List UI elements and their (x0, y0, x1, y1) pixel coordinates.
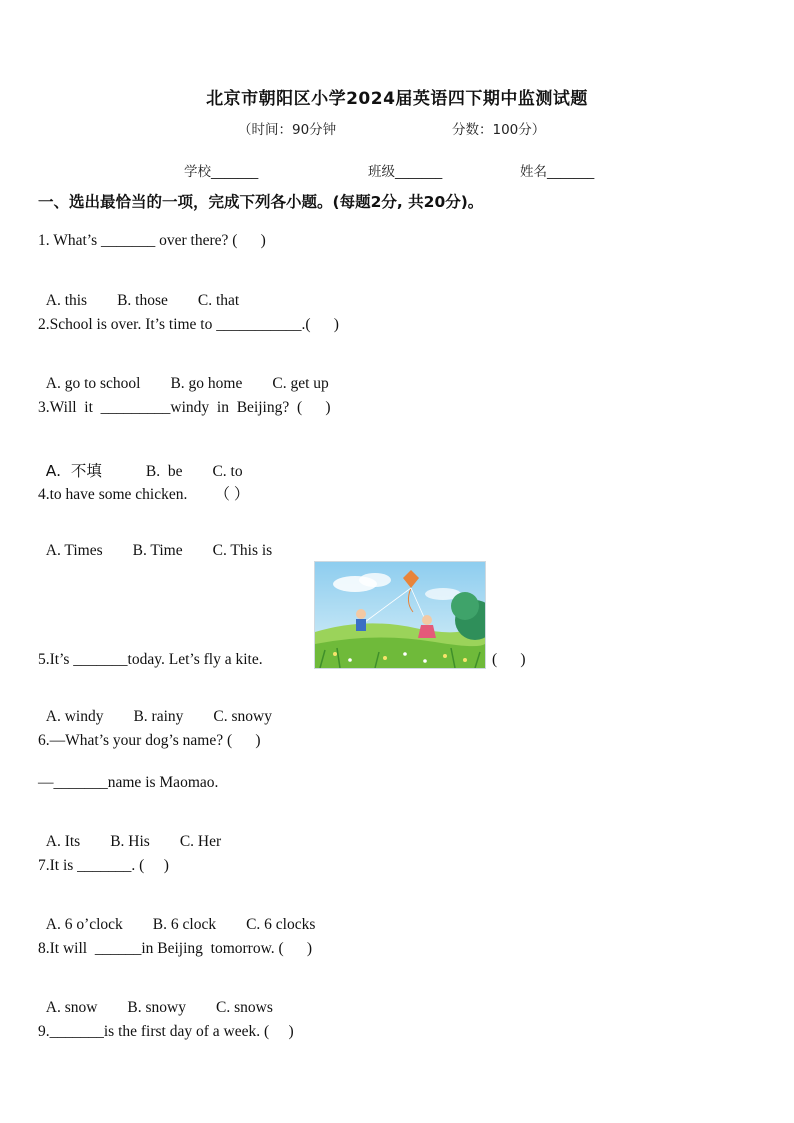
option-c: C. This is (212, 542, 273, 559)
option-a: A. go to school (45, 375, 141, 392)
question-options (38, 690, 302, 726)
option-b: B. Time (132, 542, 183, 559)
question-options (38, 274, 269, 310)
option-a: A. 6 o’clock (45, 916, 123, 933)
question-stem: 3.Will it _________windy in Beijing? ( ) (38, 399, 331, 416)
question-options (38, 357, 359, 393)
question-stem: 6.—What’s your dog’s name? ( ) (38, 732, 261, 749)
option-a: A. Its (45, 833, 81, 850)
option-a: A. windy (45, 708, 104, 725)
option-b: B. 6 clock (152, 916, 217, 933)
option-a: A. snow (45, 999, 98, 1016)
page-title: 北京市朝阳区小学2024届英语四下期中监测试题 (206, 89, 588, 109)
question-stem: 8.It will ______in Beijing tomorrow. ( ) (38, 940, 313, 957)
option-b: B. rainy (133, 708, 184, 725)
option-b: B. go home (170, 375, 243, 392)
option-c: C. get up (272, 375, 329, 392)
question-stem: 2.School is over. It’s time to ___________.( ) (38, 316, 339, 333)
answer-bracket: ( ) (492, 651, 526, 668)
option-a: A. 不填 (45, 462, 102, 480)
option-c: C. snowy (213, 708, 272, 725)
question-options (38, 441, 273, 481)
question-options (38, 898, 345, 934)
option-c: C. Her (179, 833, 222, 850)
question-stem: 1. What’s _______ over there? ( ) (38, 232, 266, 249)
school-field: 学校_______ (184, 164, 259, 180)
kite-flying-picture (314, 561, 486, 669)
question-stem: 4.to have some chicken. （ ） (38, 486, 250, 503)
question-options (38, 981, 303, 1017)
option-a: A. Times (45, 542, 103, 559)
time-limit: （时间：90分钟 (238, 122, 337, 138)
question-stem: 9._______is the first day of a week. ( ) (38, 1023, 294, 1040)
option-c: C. 6 clocks (246, 916, 316, 933)
question-options (38, 524, 302, 560)
option-a: A. this (45, 292, 88, 309)
option-b: B. be (145, 463, 183, 480)
question-stem: 7.It is _______. ( ) (38, 857, 169, 874)
class-field: 班级_______ (368, 164, 443, 180)
option-b: B. His (110, 833, 150, 850)
total-score: 分数：100分） (452, 122, 546, 138)
option-c: C. that (197, 292, 240, 309)
option-c: C. snows (216, 999, 273, 1016)
question-options (38, 815, 251, 851)
question-stem: 5.It’s _______today. Let’s fly a kite. (38, 651, 263, 668)
question-stem-reply: —_______name is Maomao. (38, 774, 219, 791)
option-c: C. to (212, 463, 243, 480)
name-field: 姓名_______ (520, 164, 595, 180)
option-b: B. those (117, 292, 168, 309)
option-b: B. snowy (127, 999, 186, 1016)
section-title: 一、选出最恰当的一项，完成下列各小题。(每题2分, 共20分)。 (38, 193, 484, 211)
